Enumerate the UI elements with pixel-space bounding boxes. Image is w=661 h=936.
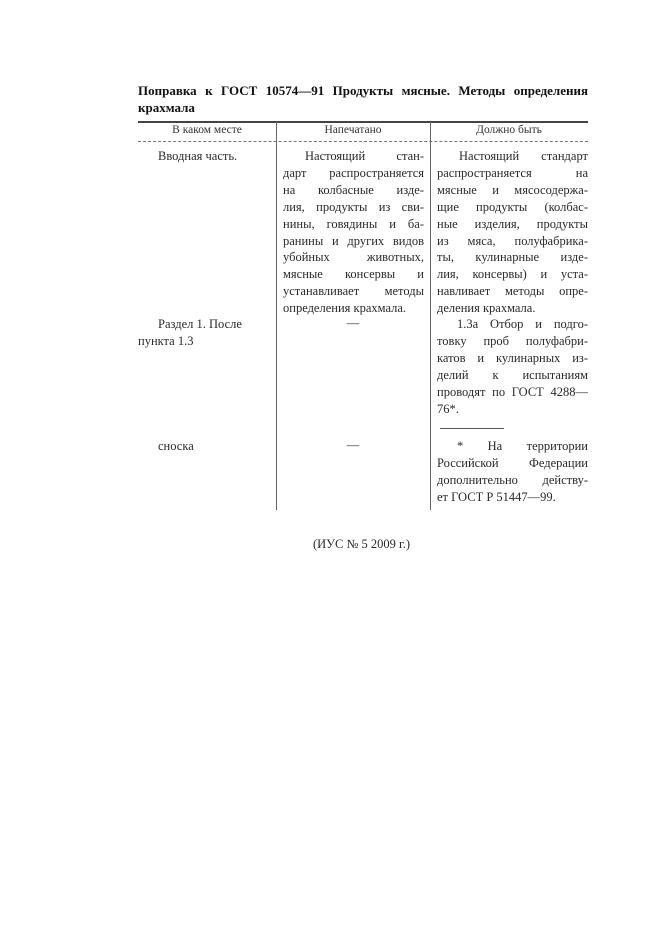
table-header-rule	[138, 141, 588, 142]
line: Российской Федерации	[437, 455, 588, 470]
line: пункта 1.3	[138, 333, 194, 348]
line: делий к испытаниям	[437, 367, 588, 382]
line: ные изделия, продукты	[437, 216, 588, 231]
source-note: (ИУС № 5 2009 г.)	[312, 537, 411, 551]
header-place: В каком месте	[172, 124, 242, 136]
line: Раздел 1. После	[158, 317, 242, 331]
line: Вводная часть.	[158, 149, 238, 163]
line: нины, говядины и ба-	[283, 216, 424, 231]
row3-printed: —	[346, 438, 360, 452]
column-divider	[430, 122, 431, 510]
line: лия, продукты из сви-	[283, 199, 424, 214]
row3-should-be	[437, 438, 588, 506]
line: ет ГОСТ Р 51447—99.	[437, 489, 556, 504]
document-title	[138, 82, 588, 116]
line: лия, консервы) и уста-	[437, 267, 588, 282]
line: мясные и мясосодержа-	[437, 182, 588, 197]
line: товку проб полуфабри-	[437, 333, 588, 348]
line: мясные консервы и	[283, 267, 424, 282]
line: ты, кулинарные изде-	[437, 250, 588, 265]
row1-place	[158, 148, 274, 165]
row1-printed	[283, 148, 424, 317]
title-line-2: крахмала	[138, 100, 195, 115]
line: Настоящий стандарт	[459, 149, 588, 163]
line: Настоящий стан-	[305, 149, 424, 163]
footnote-rule	[440, 428, 504, 429]
row1-should-be	[437, 148, 588, 317]
line: сноска	[158, 439, 194, 453]
header-should-be: Должно быть	[476, 124, 542, 136]
line: проводят по ГОСТ 4288—	[437, 384, 588, 399]
line: из мяса, полуфабрика-	[437, 233, 588, 248]
line: дарт распространяется	[283, 165, 424, 180]
line: навливает методы опре-	[437, 284, 588, 299]
line: деления крахмала.	[437, 301, 536, 316]
line: 76*.	[437, 401, 459, 416]
line: 1.3а Отбор и подго-	[457, 317, 588, 331]
line: щие продукты (колбас-	[437, 199, 588, 214]
line: катов и кулинарных из-	[437, 350, 588, 365]
row3-place	[158, 438, 274, 455]
line: ранины и других видов	[283, 233, 424, 248]
line: убойных животных,	[283, 250, 424, 265]
line: на колбасные изде-	[283, 182, 424, 197]
line: определения крахмала.	[283, 301, 407, 316]
row2-place	[138, 316, 274, 350]
table-top-rule	[138, 121, 588, 123]
header-printed: Напечатано	[324, 124, 382, 136]
row2-printed: —	[346, 316, 360, 330]
row2-should-be	[437, 316, 588, 417]
line: дополнительно действу-	[437, 472, 588, 487]
line: * На территории	[457, 439, 588, 453]
line: распространяется на	[437, 165, 588, 180]
title-line-1: Поправка к ГОСТ 10574—91 Продукты мясные. Методы определения	[138, 83, 588, 98]
line: устанавливает методы	[283, 284, 424, 299]
